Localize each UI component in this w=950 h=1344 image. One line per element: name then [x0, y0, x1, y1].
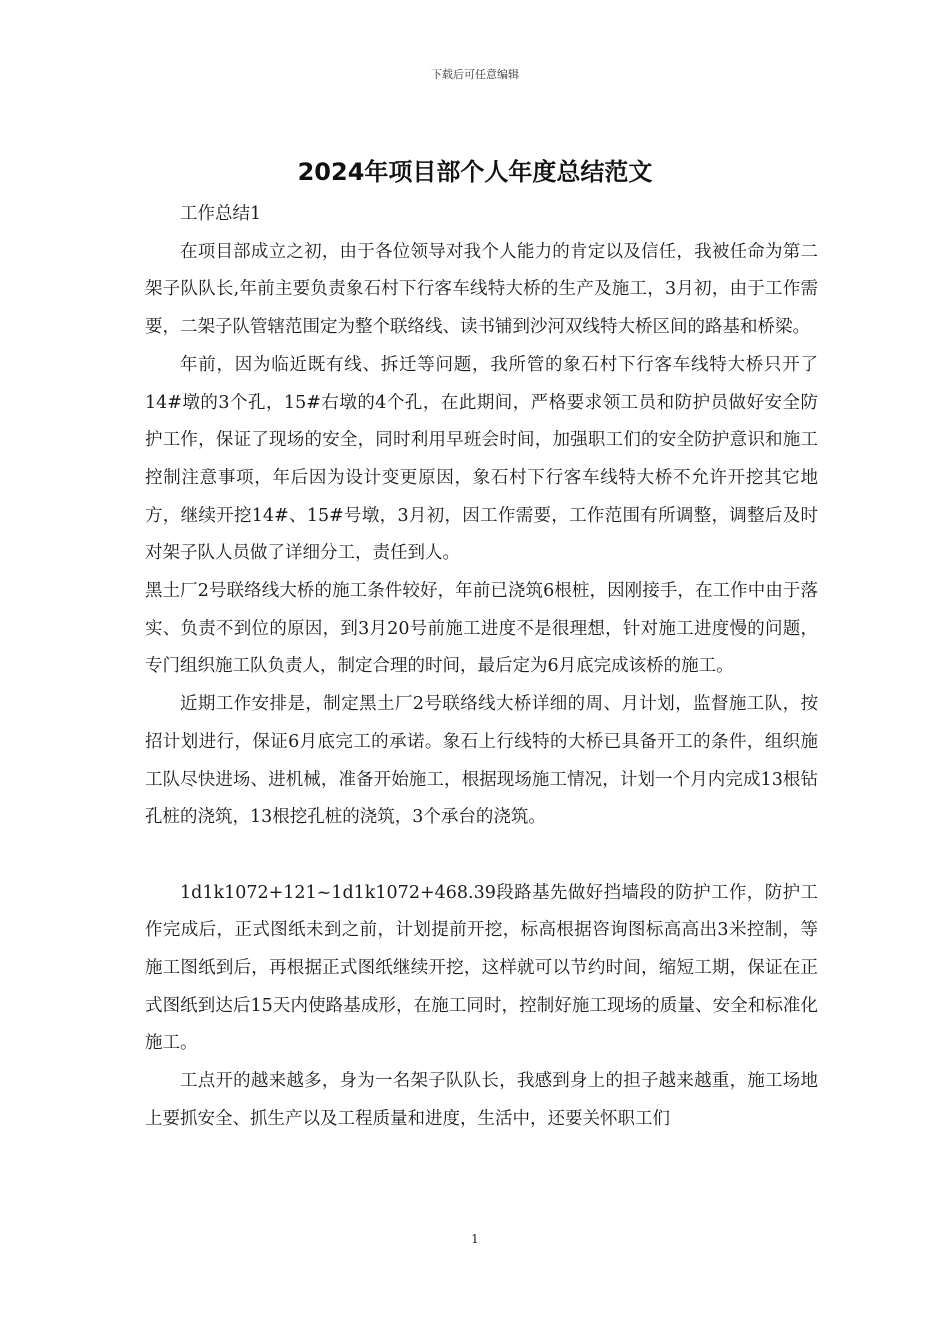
- paragraph-4: 近期工作安排是，制定黑土厂2号联络线大桥详细的周、月计划，监督施工队，按招计划进行，保证6月底完工的承诺。象石上行线特的大桥已具备开工的条件，组织施工队尽快进场、进机械，准备开始施工，根据现场施工情况，计划一个月内完成13根钻孔桩的浇筑，13根挖孔桩的浇筑，3个承台的浇筑。: [145, 694, 818, 828]
- paragraph-3: 黑土厂2号联络线大桥的施工条件较好，年前已浇筑6根桩，因刚接手，在工作中由于落实、负责不到位的原因，到3月20号前施工进度不是很理想，针对施工进度慢的问题，专门组织施工队负责人，制定合理的时间，最后定为6月底完成该桥的施工。: [145, 581, 818, 677]
- document-title: 2024年项目部个人年度总结范文: [297, 158, 653, 186]
- document-body: [145, 196, 818, 1139]
- section-heading: 工作总结1: [180, 204, 262, 224]
- page-header-note: 下载后可任意编辑: [431, 68, 519, 81]
- paragraph-1: 在项目部成立之初，由于各位领导对我个人能力的肯定以及信任，我被任命为第二架子队队长,年前主要负责象石村下行客车线特大桥的生产及施工，3月初，由于工作需要，二架子队管辖范围定为整个联络线、读书铺到沙河双线特大桥区间的路基和桥梁。: [145, 241, 818, 338]
- page-number: 1: [471, 1232, 479, 1246]
- paragraph-6: 工点开的越来越多，身为一名架子队队长，我感到身上的担子越来越重，施工场地上要抓安全、抓生产以及工程质量和进度，生活中，还要关怀职工们: [145, 1071, 818, 1129]
- paragraph-5: 1d1k1072+121~1d1k1072+468.39段路基先做好挡墙段的防护工作，防护工作完成后，正式图纸未到之前，计划提前开挖，标高根据咨询图标高高出3米控制，等施工图纸到后，再根据正式图纸继续开挖，这样就可以节约时间，缩短工期，保证在正式图纸到达后15天内使路基成形，在施工同时，控制好施工现场的质量、安全和标准化施工。: [145, 882, 818, 1054]
- paragraph-2: 年前，因为临近既有线、拆迁等问题，我所管的象石村下行客车线特大桥只开了14#墩的3个孔，15#右墩的4个孔，在此期间，严格要求领工员和防护员做好安全防护工作，保证了现场的安全，同时利用早班会时间，加强职工们的安全防护意识和施工控制注意事项，年后因为设计变更原因，象石村下行客车线特大桥不允许开挖其它地方，继续开挖14#、15#号墩，3月初，因工作需要，工作范围有所调整，调整后及时对架子队人员做了详细分工，责任到人。: [145, 354, 818, 564]
- paragraph-spacer: [145, 837, 818, 875]
